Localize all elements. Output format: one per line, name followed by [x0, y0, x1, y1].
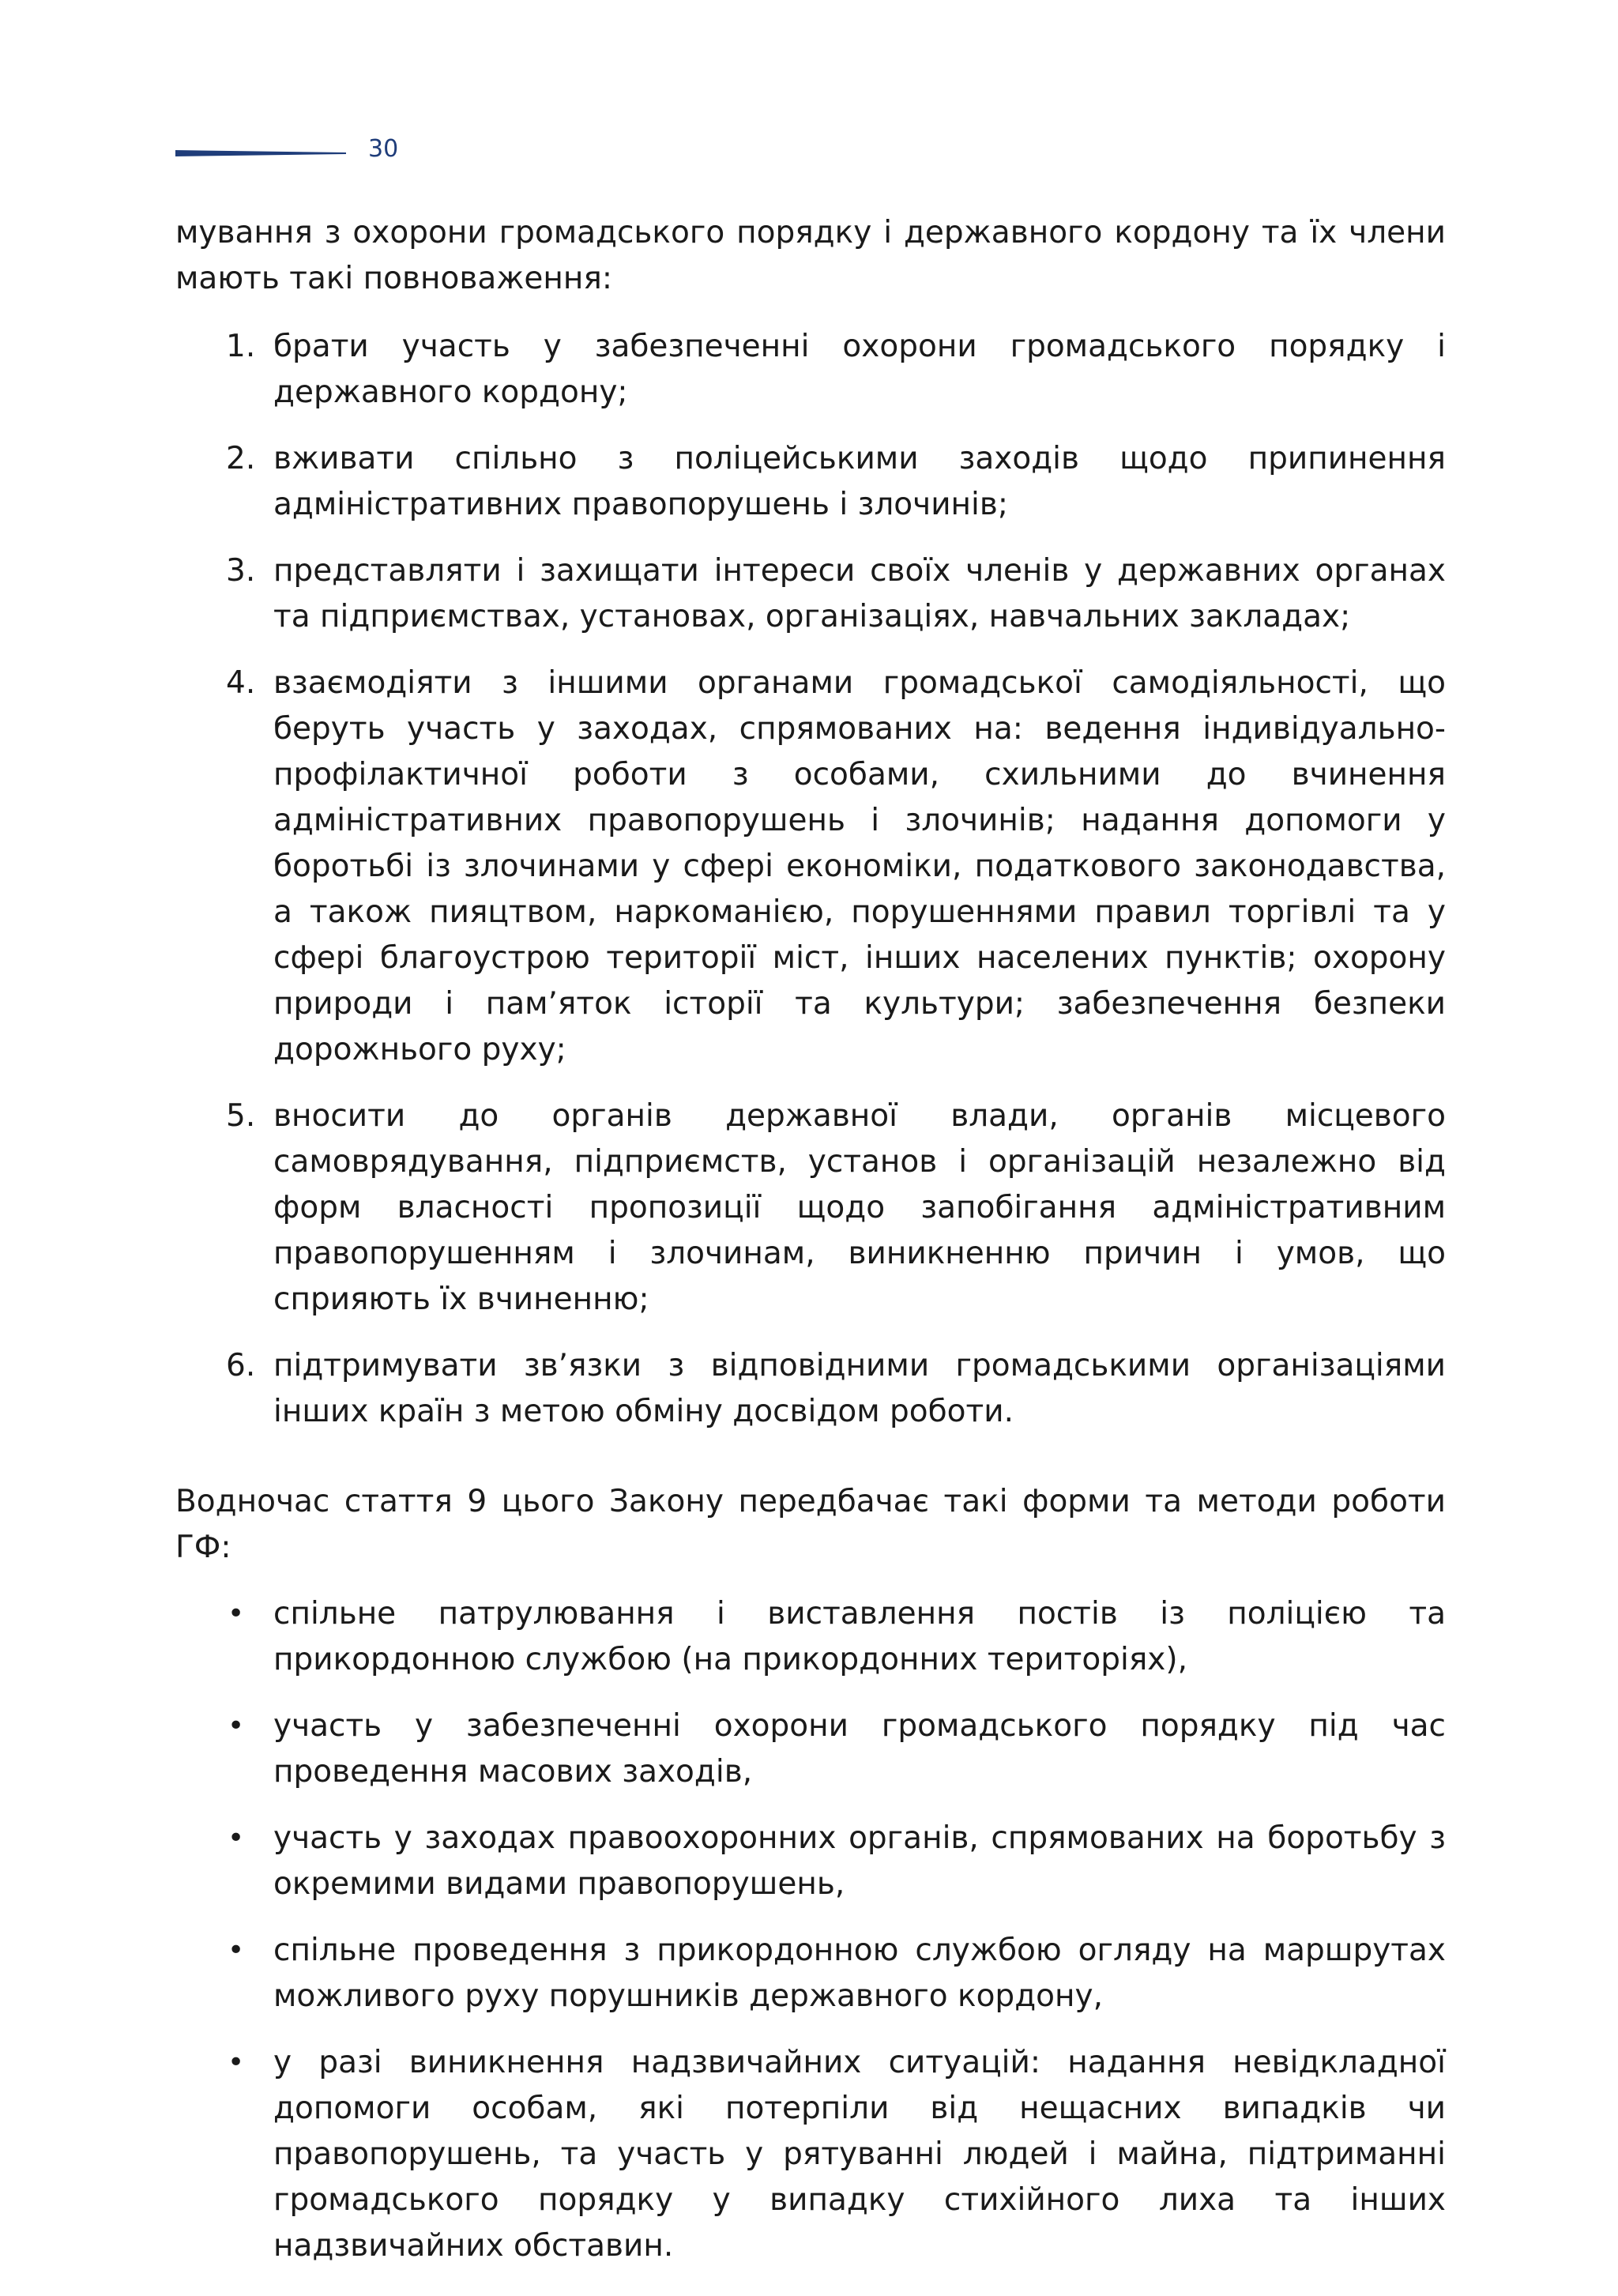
list-item [175, 1093, 1446, 1323]
item-text: участь у заходах правоохоронних органів, спрямованих на боротьбу з окремими видами правопорушень, [273, 1820, 1446, 1902]
item-number: 2. [226, 441, 256, 476]
list-item [175, 1928, 1446, 2019]
list-item [175, 1816, 1446, 1907]
list-item [175, 1343, 1446, 1435]
item-number: 4. [226, 665, 256, 701]
list-item [175, 1703, 1446, 1795]
item-text: брати участь у забезпеченні охорони громадського порядку і державного кордону; [273, 329, 1446, 410]
item-text: підтримувати зв’язки з відповідними громадськими організаціями інших країн з метою обміну досвідом роботи. [273, 1348, 1446, 1429]
bullet-icon: • [228, 1710, 245, 1742]
list-item [175, 2040, 1446, 2269]
list-item [175, 324, 1446, 416]
intro-paragraph: мування з охорони громадського порядку і державного кордону та їх члени мають такі повноваження: [175, 215, 1446, 296]
lead-paragraph: Водночас стаття 9 цього Закону передбачає такі форми та методи роботи ГФ: [175, 1484, 1446, 1565]
list-item [175, 661, 1446, 1073]
item-text: вживати спільно з поліцейськими заходів щодо припинення адміністративних правопорушень і злочинів; [273, 441, 1446, 522]
item-text: спільне патрулювання і виставлення постів із поліцією та прикордонною службою (на прикордонних територіях), [273, 1596, 1446, 1677]
item-text: представляти і захищати інтереси своїх членів у державних органах та підприємствах, установах, організаціях, навчальних закладах; [273, 553, 1446, 634]
body-text [175, 210, 1446, 2290]
list-item [175, 436, 1446, 528]
bullet-icon: • [228, 2046, 245, 2079]
item-number: 6. [226, 1348, 256, 1383]
item-number: 5. [226, 1098, 256, 1134]
numbered-list [175, 324, 1446, 1435]
list-item [175, 548, 1446, 640]
bullet-icon: • [228, 1934, 245, 1967]
item-number: 1. [226, 329, 256, 364]
page-number: 30 [368, 135, 399, 163]
bullet-icon: • [228, 1822, 245, 1854]
header-rule [175, 150, 346, 156]
item-text: взаємодіяти з іншими органами громадської самодіяльності, що беруть участь у заходах, спрямованих на: ведення індивідуально-профілактичної роботи з особами, схильними до вчинення адміністративних правопорушень і злочинів; надання допомоги у боротьбі із злочинами у сфері економіки, податкового законодавства, а також пияцтвом, наркоманією, порушеннями правил торгівлі та у сфері благоустрою території міст, інших населених пунктів; охорону природи і пам’яток історії та культури; забезпечення безпеки дорожнього руху; [273, 665, 1446, 1067]
item-text: вносити до органів державної влади, органів місцевого самоврядування, підприємств, установ і організацій незалежно від форм власності пропозиції щодо запобігання адміністративним правопорушенням і злочинам, виникненню причин і умов, що сприяють їх вчиненню; [273, 1098, 1446, 1317]
list-item [175, 1591, 1446, 1683]
bullet-list [175, 1591, 1446, 2269]
item-number: 3. [226, 553, 256, 589]
item-text: у разі виникнення надзвичайних ситуацій: надання невідкладної допомоги особам, які потерпіли від нещасних випадків чи правопорушень, та участь у рятуванні людей і майна, підтриманні громадського порядку у випадку стихійного лиха та інших надзвичайних обставин. [273, 2045, 1446, 2264]
bullet-icon: • [228, 1598, 245, 1630]
item-text: спільне проведення з прикордонною службою огляду на маршрутах можливого руху порушників державного кордону, [273, 1933, 1446, 2014]
item-text: участь у забезпеченні охорони громадського порядку під час проведення масових заходів, [273, 1708, 1446, 1790]
